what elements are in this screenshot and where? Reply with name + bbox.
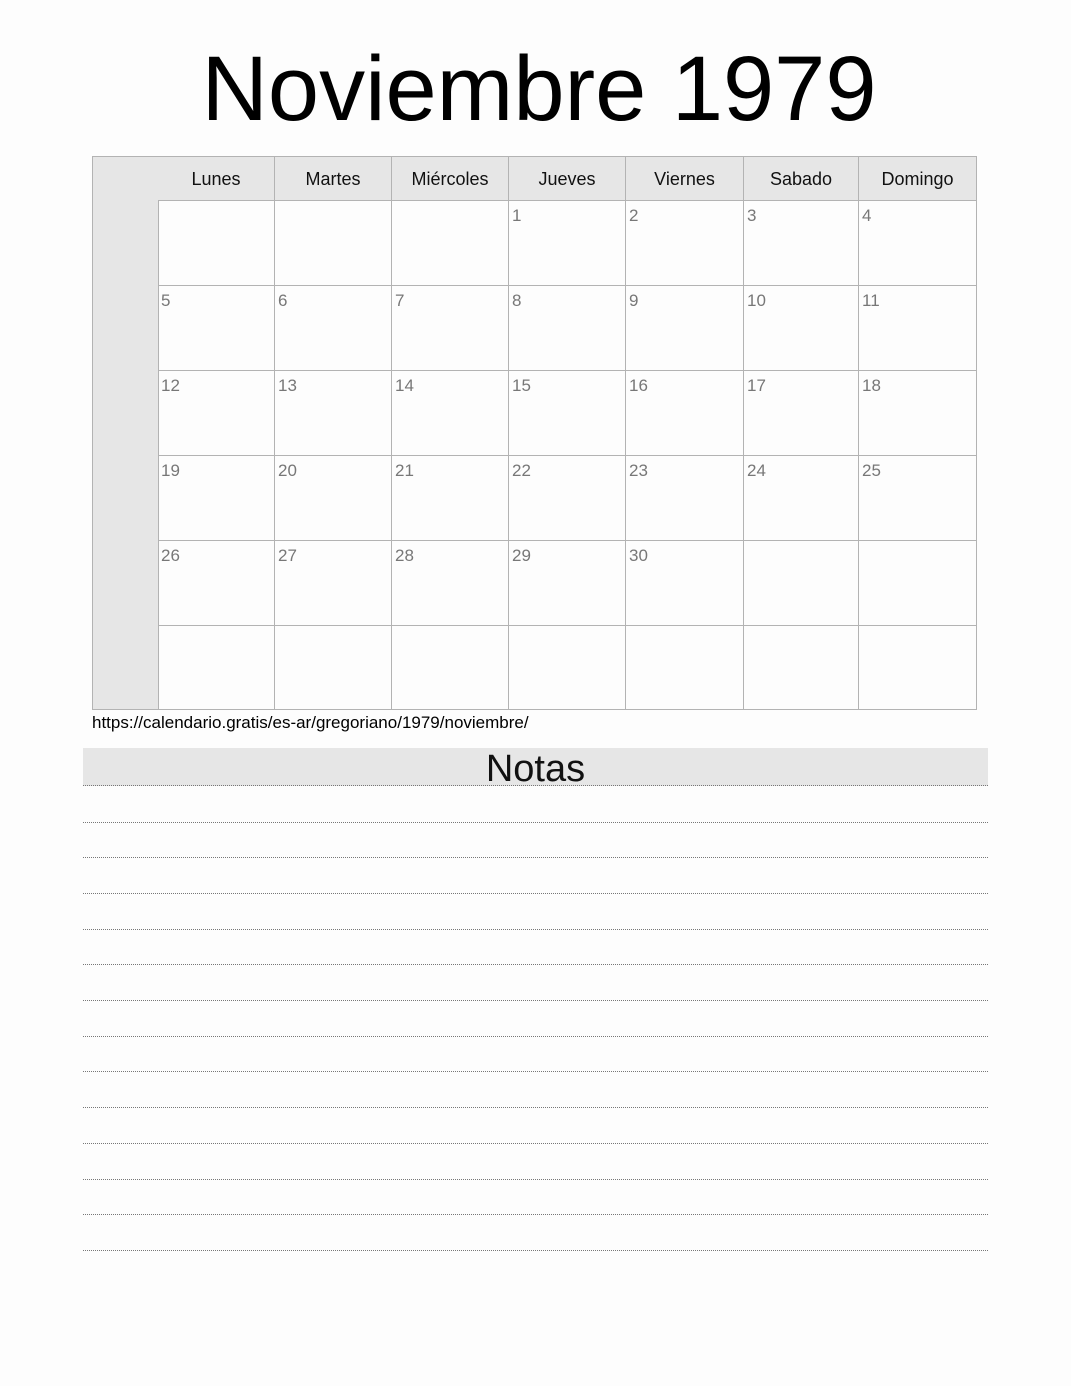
day-cell: 15 xyxy=(509,371,626,455)
weekday-header: Jueves xyxy=(509,157,626,200)
day-cell: 17 xyxy=(744,371,859,455)
note-line xyxy=(83,1071,988,1072)
day-cell: 22 xyxy=(509,456,626,540)
note-line xyxy=(83,1107,988,1108)
note-line xyxy=(83,1214,988,1215)
week-row xyxy=(158,541,976,626)
note-line xyxy=(83,1143,988,1144)
day-cell: 4 xyxy=(862,206,872,225)
calendar-weeks xyxy=(158,201,976,710)
weekday-header: Viernes xyxy=(626,157,744,200)
day-cell xyxy=(859,626,976,710)
day-cell: 23 xyxy=(626,456,744,540)
note-line xyxy=(83,822,988,823)
week-row xyxy=(158,626,976,710)
page-title: Noviembre 1979 xyxy=(201,38,877,140)
weekday-header: Lunes xyxy=(158,157,275,200)
weekday-header-row xyxy=(158,157,976,201)
week-row xyxy=(158,456,976,541)
day-cell xyxy=(392,201,509,285)
note-line xyxy=(83,929,988,930)
weekday-header: Martes xyxy=(275,157,392,200)
week-row xyxy=(158,201,976,286)
note-line xyxy=(83,857,988,858)
day-cell: 25 xyxy=(862,461,881,480)
month-calendar xyxy=(92,156,977,710)
day-cell: 20 xyxy=(275,456,392,540)
day-cell xyxy=(275,626,392,710)
day-cell xyxy=(744,626,859,710)
source-url[interactable]: https://calendario.gratis/es-ar/gregoriano/1979/noviembre/ xyxy=(92,713,529,732)
calendar-grid xyxy=(158,157,976,709)
day-cell: 10 xyxy=(744,286,859,370)
day-cell: 30 xyxy=(626,541,744,625)
day-cell xyxy=(158,201,275,285)
day-cell: 21 xyxy=(392,456,509,540)
day-cell: 11 xyxy=(862,291,880,310)
note-line xyxy=(83,1179,988,1180)
week-row xyxy=(158,286,976,371)
week-number-column xyxy=(93,157,159,709)
day-cell: 24 xyxy=(744,456,859,540)
day-cell: 27 xyxy=(275,541,392,625)
day-cell: 18 xyxy=(862,376,881,395)
day-cell xyxy=(392,626,509,710)
note-line xyxy=(83,1000,988,1001)
day-cell: 19 xyxy=(158,456,275,540)
day-cell: 29 xyxy=(509,541,626,625)
notes-title: Notas xyxy=(83,748,988,786)
day-cell xyxy=(275,201,392,285)
weekday-header: Domingo xyxy=(881,169,954,189)
day-cell: 6 xyxy=(275,286,392,370)
day-cell: 16 xyxy=(626,371,744,455)
day-cell: 28 xyxy=(392,541,509,625)
day-cell: 12 xyxy=(158,371,275,455)
day-cell: 8 xyxy=(509,286,626,370)
day-cell: 7 xyxy=(392,286,509,370)
day-cell xyxy=(744,541,859,625)
day-cell: 3 xyxy=(744,201,859,285)
note-line xyxy=(83,1036,988,1037)
day-cell: 14 xyxy=(392,371,509,455)
day-cell: 9 xyxy=(626,286,744,370)
note-line xyxy=(83,964,988,965)
note-line xyxy=(83,893,988,894)
day-cell: 26 xyxy=(158,541,275,625)
day-cell xyxy=(626,626,744,710)
note-line xyxy=(83,1250,988,1251)
day-cell xyxy=(158,626,275,710)
day-cell: 13 xyxy=(275,371,392,455)
day-cell: 5 xyxy=(158,286,275,370)
week-row xyxy=(158,371,976,456)
weekday-header: Miércoles xyxy=(392,157,509,200)
day-cell: 2 xyxy=(626,201,744,285)
weekday-header: Sabado xyxy=(744,157,859,200)
day-cell xyxy=(509,626,626,710)
day-cell xyxy=(859,541,976,625)
day-cell: 1 xyxy=(509,201,626,285)
